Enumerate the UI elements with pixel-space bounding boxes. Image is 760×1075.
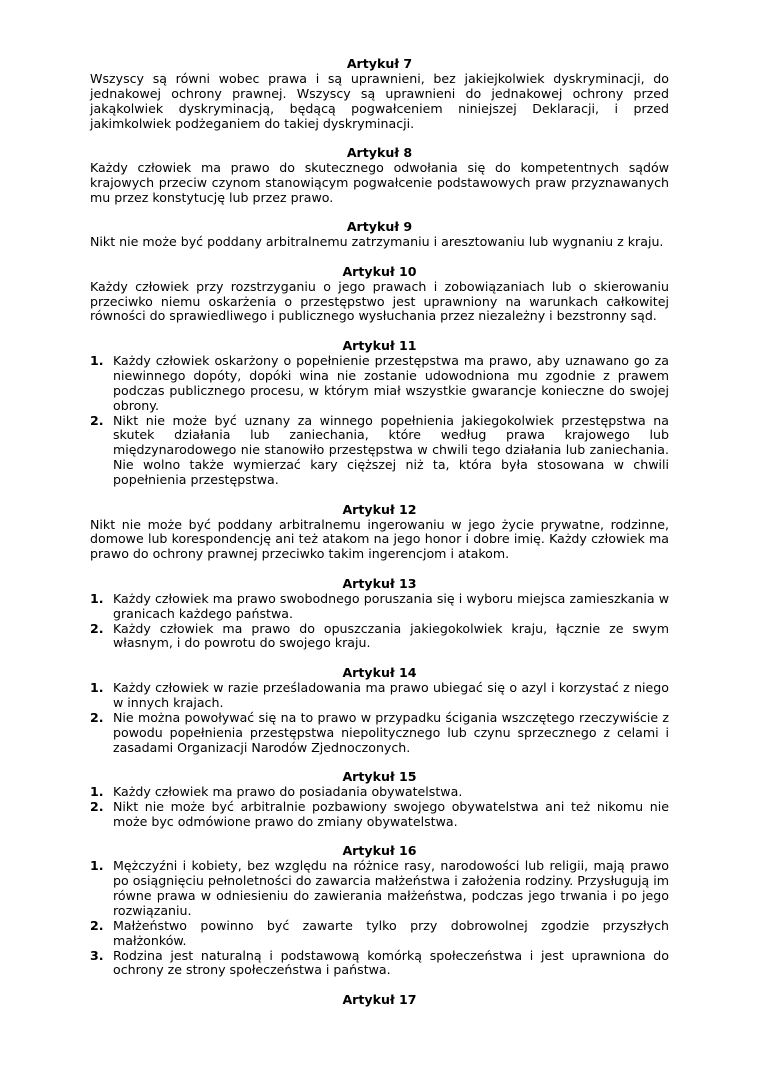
list-item: [90, 859, 669, 919]
list-item: [90, 414, 669, 489]
article-heading: Artykuł 7: [346, 56, 413, 71]
article-section: [90, 770, 669, 830]
article-heading: Artykuł 9: [346, 219, 413, 235]
article-heading: Artykuł 15: [342, 769, 417, 784]
list-item-text: Nikt nie może być uznany za winnego popełnienia jakiegokolwiek przestępstwa na skutek działania lub zaniechania, które według prawa krajowego lub międzynarodowego nie stanowiło przestępstwa w chwili tego działania lub zaniechania. Nie wolno także wymierzać kary cięższej niż ta, która była stosowana w chwili popełnienia przestępstwa.: [113, 412, 669, 488]
list-item: [90, 681, 669, 711]
article-heading: Artykuł 10: [342, 263, 417, 279]
list-item-number: 1.: [90, 783, 104, 799]
article-heading: Artykuł 12: [342, 501, 417, 517]
list-item: [90, 711, 669, 756]
list-item-text: Mężczyźni i kobiety, bez względu na różnice rasy, narodowości lub religii, mają prawo po osiągnięciu pełnoletności do zawarcia małżeństwa i założenia rodziny. Przysługują im równe prawa w odniesieniu do zawierania małżeństwa, podczas jego trwania i po jego rozwiązaniu.: [113, 858, 669, 918]
list-item-text: Małżeństwo powinno być zawarte tylko przy dobrowolnej zgodzie przyszłych małżonków.: [113, 917, 669, 948]
article-text: Nikt nie może być poddany arbitralnemu zatrzymaniu i aresztowaniu lub wygnaniu z kraju.: [90, 234, 664, 250]
list-item: [90, 919, 669, 949]
article-section: [90, 339, 669, 488]
article-item-list: [90, 785, 669, 830]
article-heading: Artykuł 8: [346, 145, 413, 161]
article-section: [90, 146, 669, 206]
article-section: [90, 577, 669, 652]
article-section: [90, 666, 669, 755]
list-item-number: 2.: [90, 620, 104, 636]
list-item-number: 2.: [90, 709, 104, 725]
article-section: [90, 57, 669, 132]
article-item-list: [90, 592, 669, 652]
list-item-text: Każdy człowiek w razie prześladowania ma prawo ubiegać się o azyl i korzystać z niego w innych krajach.: [113, 679, 669, 710]
article-text: Każdy człowiek ma prawo do skutecznego odwołania się do kompetentnych sądów krajowych przeciw czynom stanowiącym pogwałcenie podstawowych praw przyznawanych mu przez konstytucję lub przez prawo.: [90, 160, 669, 205]
list-item: [90, 592, 669, 622]
article-item-list: [90, 354, 669, 488]
article-section: [90, 220, 669, 250]
list-item-text: Rodzina jest naturalną i podstawową komórką społeczeństwa i jest uprawniona do ochrony ze strony społeczeństwa i państwa.: [113, 947, 669, 978]
article-section: [90, 844, 669, 978]
list-item-number: 1.: [90, 858, 104, 874]
article-heading: Artykuł 14: [342, 664, 417, 680]
list-item-number: 1.: [90, 590, 104, 606]
list-item: [90, 785, 669, 800]
list-item: [90, 800, 669, 830]
list-item-text: Każdy człowiek oskarżony o popełnienie przestępstwa ma prawo, aby uznawano go za niewinnego dopóty, dopóki wina nie zostanie udowodniona mu zgodnie z prawem podczas publicznego procesu, w którym miał wszystkie gwarancje konieczne do swojej obrony.: [113, 352, 669, 413]
article-section: [90, 265, 669, 325]
list-item-number: 1.: [90, 679, 104, 695]
article-text: Każdy człowiek przy rozstrzyganiu o jego prawach i zobowiązaniach lub o skierowaniu przeciwko niemu oskarżenia o przestępstwo jest uprawniony na warunkach całkowitej równości do sprawiedliwego i publicznego wysłuchania przez niezależny i bezstronny sąd.: [90, 278, 669, 324]
list-item-text: Nikt nie może być arbitralnie pozbawiony swojego obywatelstwa ani też nikomu nie może byc odmówione prawo do zmiany obywatelstwa.: [113, 798, 669, 829]
article-section: [90, 993, 669, 1008]
list-item-number: 3.: [90, 947, 104, 963]
article-item-list: [90, 681, 669, 756]
list-item-text: Każdy człowiek ma prawo do posiadania obywatelstwa.: [113, 783, 463, 799]
article-text: Nikt nie może być poddany arbitralnemu ingerowaniu w jego życie prywatne, rodzinne, domowe lub korespondencję ani też atakom na jego honor i dobre imię. Każdy człowiek ma prawo do ochrony prawnej przeciwko takim ingerencjom i atakom.: [90, 516, 669, 562]
list-item-text: Nie można powoływać się na to prawo w przypadku ścigania wszczętego rzeczywiście z powodu popełnienia przestępstwa niepolitycznego lub czynu sprzecznego z celami i zasadami Organizacji Narodów Zjednoczonych.: [113, 709, 669, 755]
list-item-number: 1.: [90, 352, 104, 368]
article-text: Wszyscy są równi wobec prawa i są uprawnieni, bez jakiejkolwiek dyskryminacji, do jednakowej ochrony prawnej. Wszyscy są uprawnieni do jednakowej ochrony przed jakąkolwiek dyskryminacją, będącą pogwałceniem niniejszej Deklaracji, i przed jakimkolwiek podżeganiem do takiej dyskryminacji.: [90, 70, 669, 131]
article-heading: Artykuł 17: [342, 991, 417, 1007]
list-item-number: 2.: [90, 917, 104, 933]
list-item: [90, 354, 669, 414]
article-item-list: [90, 859, 669, 978]
list-item: [90, 949, 669, 979]
document-page: [90, 57, 669, 1022]
article-section: [90, 503, 669, 563]
article-heading: Artykuł 11: [342, 337, 417, 353]
article-heading: Artykuł 13: [342, 575, 417, 591]
article-heading: Artykuł 16: [342, 843, 417, 859]
list-item-text: Każdy człowiek ma prawo do opuszczania jakiegokolwiek kraju, łącznie ze swym własnym, i do powrotu do swojego kraju.: [113, 620, 669, 651]
list-item-text: Każdy człowiek ma prawo swobodnego poruszania się i wyboru miejsca zamieszkania w granicach każdego państwa.: [113, 590, 669, 621]
list-item-number: 2.: [90, 412, 104, 428]
list-item: [90, 622, 669, 652]
list-item-number: 2.: [90, 798, 104, 814]
